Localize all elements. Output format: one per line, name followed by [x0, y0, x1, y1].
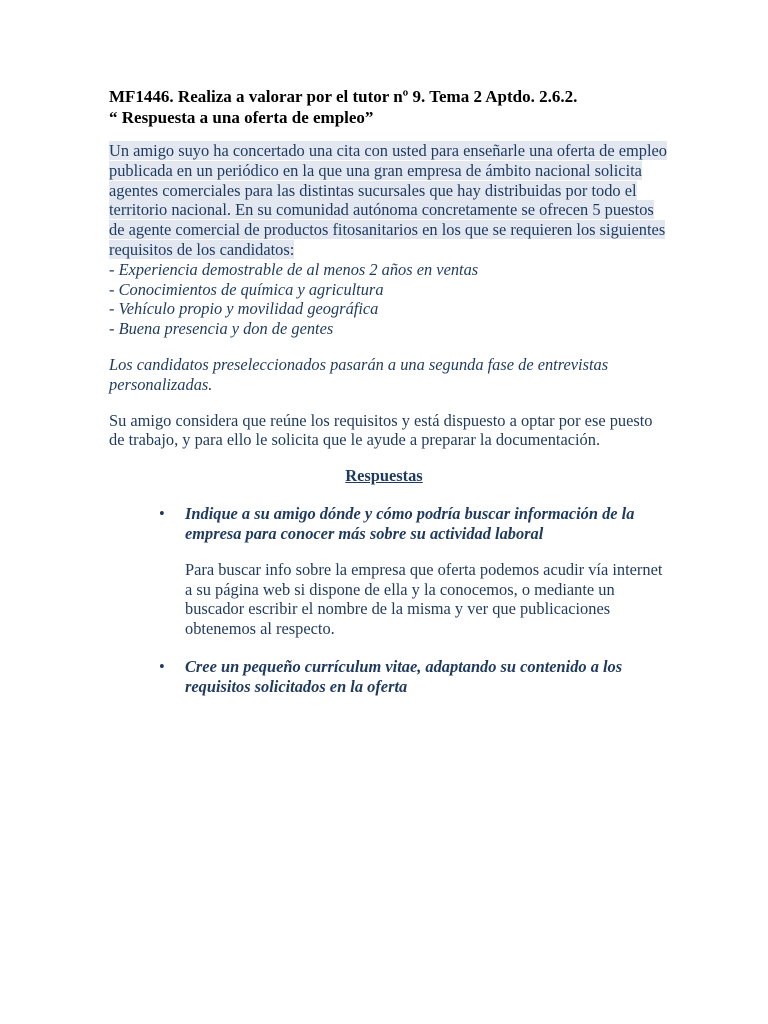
question-item [159, 656, 665, 697]
requirement-text: Conocimientos de química y agricultura [118, 279, 384, 299]
requirement-text: Buena presencia y don de gentes [118, 319, 334, 339]
requirement-item: - Buena presencia y don de gentes [109, 319, 334, 339]
answer-paragraph: Para buscar info sobre la empresa que oferta podemos acudir vía internet a su página web si dispone de ella y la conocemos, o mediante un buscador escribir el nombre de la misma y ver que publicaciones obtenemos al respecto. [185, 559, 663, 639]
question-text: Indique a su amigo dónde y cómo podría buscar información de la empresa para conocer más sobre su actividad laboral [185, 504, 635, 543]
document-page [109, 86, 669, 697]
question-text: Cree un pequeño currículum vitae, adaptando su contenido a los requisitos solicitados en la oferta [185, 656, 623, 696]
intro-paragraph: Un amigo suyo ha concertado una cita con usted para enseñarle una oferta de empleo publicada en un periódico en la que una gran empresa de ámbito nacional solicita agentes comerciales para las distintas sucursales que hay distribuidas por todo el territorio nacional. En su comunidad autónoma concretamente se ofrecen 5 puestos de agente comercial de productos fitosanitarios en los que se requieren los siguientes requisitos de los candidatos: [109, 141, 667, 259]
preselection-paragraph: Los candidatos preseleccionados pasarán a una segunda fase de entrevistas personalizadas. [109, 354, 609, 394]
bullet-icon: • [159, 656, 165, 676]
bullet-icon: • [159, 504, 165, 524]
requirement-text: Vehículo propio y movilidad geográfica [118, 299, 379, 319]
requirement-item: - Vehículo propio y movilidad geográfica [109, 299, 379, 319]
title-line-2: “ Respuesta a una oferta de empleo” [109, 108, 374, 127]
question-item [159, 504, 665, 544]
friend-paragraph: Su amigo considera que reúne los requisitos y está dispuesto a optar por ese puesto de trabajo, y para ello le solicita que le ayude a preparar la documentación. [109, 410, 653, 450]
title-line-1: MF1446. Realiza a valorar por el tutor nº 9. Tema 2 Aptdo. 2.6.2. [109, 87, 578, 106]
requirement-text: Experiencia demostrable de al menos 2 años en ventas [118, 259, 479, 279]
answers-heading: Respuestas [345, 466, 423, 486]
intro-block [109, 141, 669, 339]
requirement-item: - Experiencia demostrable de al menos 2 años en ventas [109, 259, 479, 279]
document-title [109, 86, 669, 128]
requirement-item: - Conocimientos de química y agricultura [109, 279, 384, 299]
